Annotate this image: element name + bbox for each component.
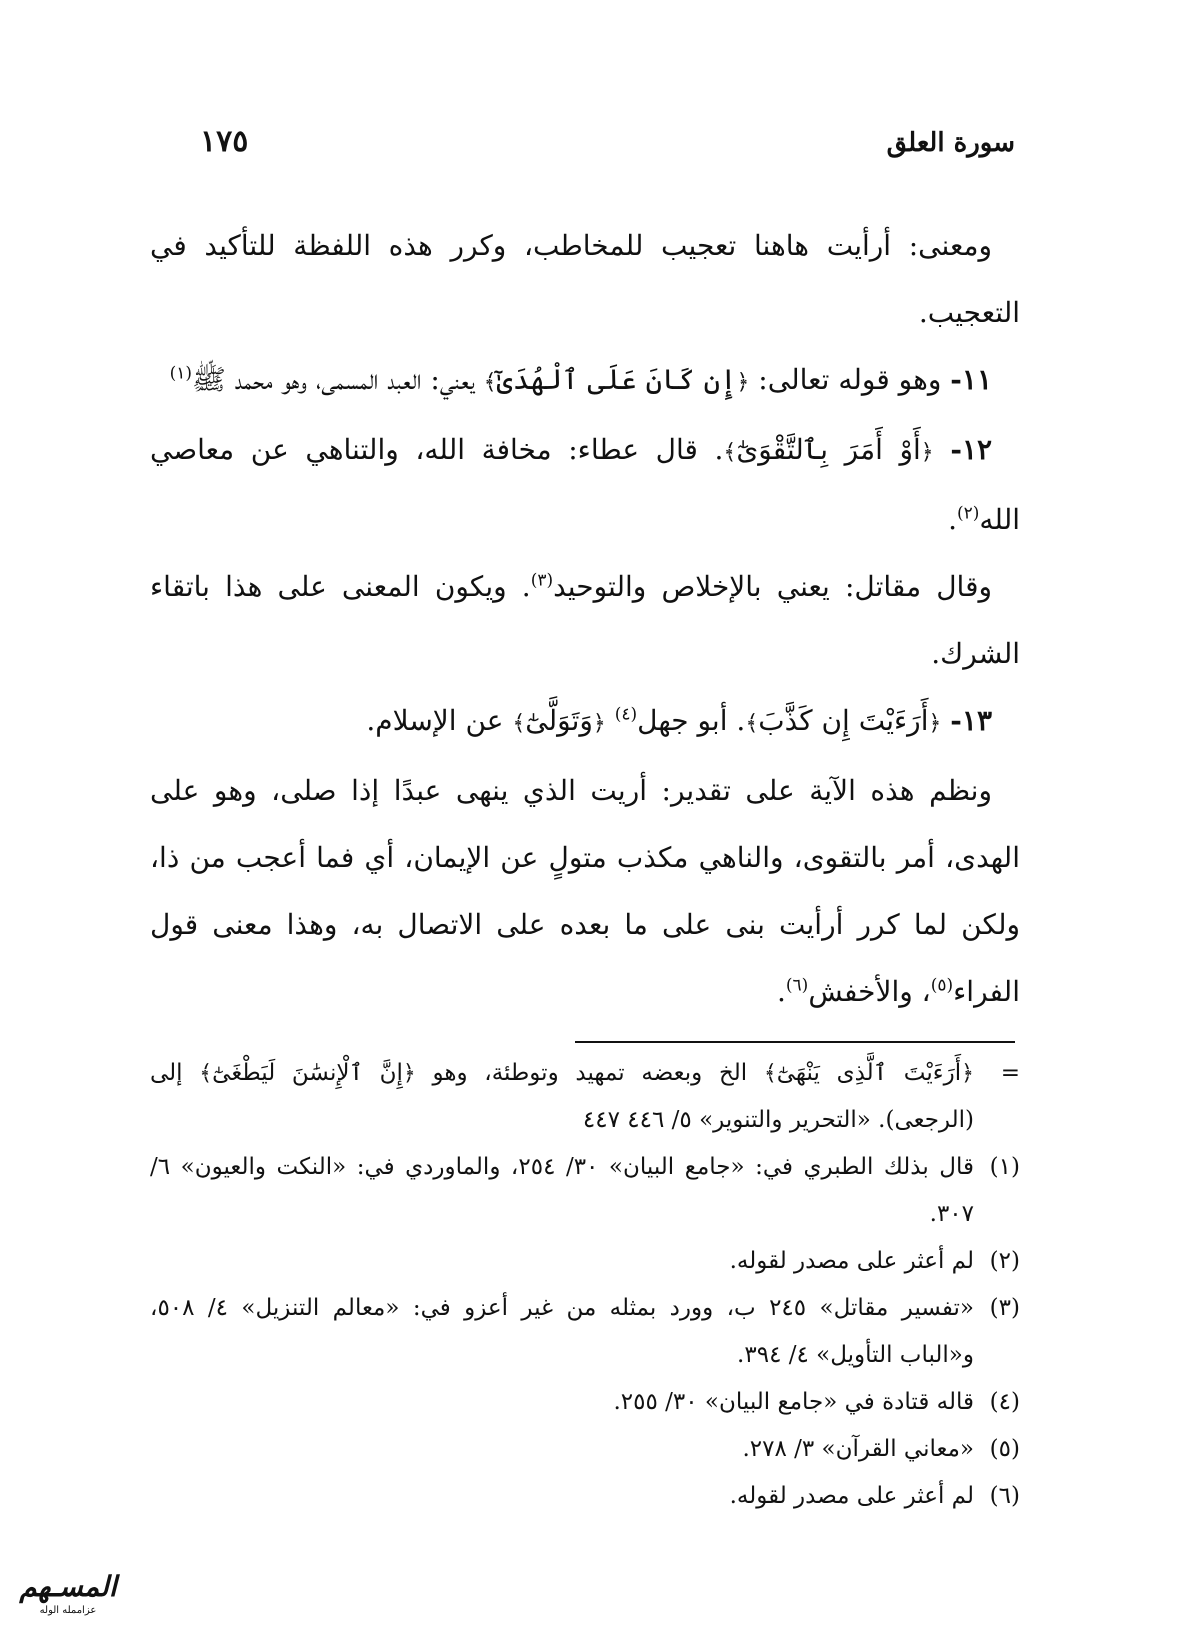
page-header [200, 124, 1015, 178]
footnote-divider [575, 1041, 1015, 1043]
quran-quote: إِنَّ ٱلْإِنسَٰنَ لَيَطْغَىٰٓ [212, 1060, 403, 1086]
footnote-item: (١) قال بذلك الطبري في: «جامع البيان» ٣٠/ ٢٥٤، والماوردي في: «النكت والعيون» ٦/ ٣٠٧. [150, 1154, 1020, 1227]
footnote-ref: (٦) [785, 975, 809, 996]
footnote-item: (٤) قاله قتادة في «جامع البيان» ٣٠/ ٢٥٥. [613, 1389, 1020, 1415]
footnote-continuation: = ﴿أَرَءَيْتَ ٱلَّذِى يَنْهَىٰٓ﴾ الخ وبعضه تمهيد وتوطئة، وهو ﴿إِنَّ ٱلْإِنسَٰنَ لَيَطْغَىٰٓ﴾ إلى (الرجعى). «التحرير والتنوير» ٥/ ٤٤٦ ٤٤٧ [150, 1060, 1020, 1133]
footnote-item: (٢) لم أعثر على مصدر لقوله. [729, 1248, 1020, 1274]
quran-quote: أَرَءَيْتَ ٱلَّذِى يَنْهَىٰٓ [776, 1060, 962, 1086]
footnote-ref: (١) [169, 363, 193, 384]
paragraph-verse-12: ١٢- ﴿أَوْ أَمَرَ بِٱلتَّقْوَىٰٓ﴾. قال عطاء: مخافة الله، والتناهي عن معاصي الله$^{(٢)}$. [150, 433, 1020, 536]
paragraph-meaning: ومعنى: أرأيت هاهنا تعجيب للمخاطب، وكرر هذه اللفظة للتأكيد في التعجيب. [150, 229, 1020, 329]
quran-quote: أَوْ أَمَرَ بِٱلتَّقْوَىٰٓ [736, 433, 921, 466]
footnote-ref: (٥) [930, 975, 954, 996]
footnote-item: (٦) لم أعثر على مصدر لقوله. [729, 1483, 1020, 1509]
footnote-item: (٣) «تفسير مقاتل» ٢٤٥ ب، وورد بمثله من غير أعزو في: «معالم التنزيل» ٤/ ٥٠٨، و«الباب التأويل» ٤/ ٣٩٤. [150, 1295, 1020, 1368]
footnote-item: (٥) «معاني القرآن» ٣/ ٢٧٨. [742, 1436, 1020, 1462]
publisher-logo: المسـهم عزاممله الوله [19, 1570, 117, 1616]
footnote-ref: (٤) [614, 704, 638, 725]
paragraph-verse-11: ١١- وهو قوله تعالى: ﴿إِن كَانَ عَلَى ٱلْهُدَىٰٓ﴾ يعني: العبد المسمى، وهو محمد ﷺ$^{(١)}$ [169, 363, 992, 396]
quran-quote: أَرَءَيْتَ إِن كَذَّبَ [758, 704, 929, 737]
paragraph-structure: ونظم هذه الآية على تقدير: أريت الذي ينهى عبدًا إذا صلى، وهو على الهدى، أمر بالتقوى، والناهي مكذب متولٍ عن الإيمان، أي فما أعجب من ذا، ولكن لما كرر أرأيت بنى على ما بعده على الاتصال به، وهذا معنى قول الفراء$^{(٥)}$، والأخفش$^{(٦)}$. [150, 774, 1020, 1008]
footnote-ref: (٣) [530, 570, 554, 591]
quran-quote: إِن كَانَ عَلَى ٱلْهُدَىٰٓ [496, 363, 737, 396]
ornament-open: ﴿ [736, 370, 750, 395]
ornament-close: ﴾ [483, 370, 497, 395]
surah-title: سورة العلق [886, 128, 1015, 158]
footnote-ref: (٢) [956, 503, 980, 524]
footnotes [150, 1050, 1020, 1520]
page-number: ١٧٥ [200, 124, 249, 159]
main-text [150, 212, 1020, 1025]
quran-quote: وَتَوَلَّىٰٓ [525, 704, 593, 737]
paragraph-verse-13: ١٣- ﴿أَرَءَيْتَ إِن كَذَّبَ﴾. أبو جهل$^{(٤)}$ ﴿وَتَوَلَّىٰٓ﴾ عن الإسلام. [366, 704, 992, 737]
paragraph-muqatil: وقال مقاتل: يعني بالإخلاص والتوحيد$^{(٣)}$. ويكون المعنى على هذا باتقاء الشرك. [150, 570, 1020, 670]
